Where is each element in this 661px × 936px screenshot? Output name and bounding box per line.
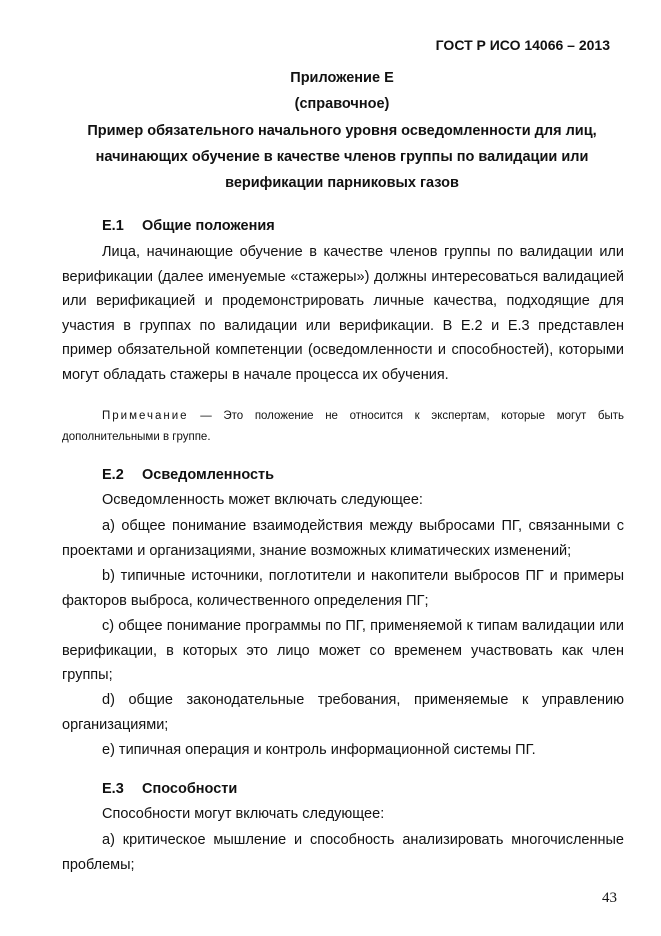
annex-status: (справочное) — [294, 96, 390, 112]
list-item: с) общее понимание программы по ПГ, применяемой к типам валидации или верификации, в которых это лицо может со временем участвовать как член группы; — [62, 618, 624, 684]
note-label: Примечание — [102, 410, 189, 422]
note — [62, 406, 624, 448]
paragraph-e1: Лица, начинающие обучение в качестве членов группы по валидации или верификации (далее именуемые «стажеры») должны интересоваться валидацией или верификацией и продемонстрировать личные качества, подходящие для участия в группах по валидации или верификации. В Е.2 и Е.3 представлен пример обязательной компетенции (осведомленности и способностей), которыми могут обладать стажеры в начале процесса их обучения. — [62, 244, 624, 383]
standard-designation: ГОСТ Р ИСО 14066 – 2013 — [435, 37, 610, 53]
section-number: Е.1 — [102, 218, 124, 234]
annex-label: Приложение Е — [290, 70, 394, 86]
list-item: а) критическое мышление и способность анализировать многочисленные проблемы; — [62, 832, 624, 873]
list-item: d) общие законодательные требования, применяемые к управлению организациями; — [62, 692, 624, 733]
intro-e3: Способности могут включать следующее: — [102, 806, 385, 822]
section-title: Общие положения — [142, 218, 275, 234]
section-title: Осведомленность — [142, 467, 275, 483]
section-heading-e2 — [102, 467, 274, 483]
section-title: Способности — [142, 781, 238, 797]
section-heading-e3 — [102, 781, 237, 797]
section-number: Е.3 — [102, 781, 124, 797]
annex-title: Пример обязательного начального уровня осведомленности для лиц, начинающих обучение в качестве членов группы по валидации или верификации парниковых газов — [87, 123, 597, 191]
page-number: 43 — [602, 890, 617, 906]
list-item: b) типичные источники, поглотители и накопители выбросов ПГ и примеры факторов выброса, количественного определения ПГ; — [62, 568, 624, 609]
section-number: Е.2 — [102, 467, 124, 483]
intro-e2: Осведомленность может включать следующее: — [102, 492, 423, 508]
list-item: е) типичная операция и контроль информационной системы ПГ. — [102, 742, 536, 758]
section-heading-e1 — [102, 218, 275, 234]
list-item: а) общее понимание взаимодействия между выбросами ПГ, связанными с проектами и организациями, знание возможных климатических изменений; — [62, 518, 624, 559]
note-text: — Это положение не относится к экспертам, которые могут быть дополнительными в группе. — [62, 410, 624, 443]
